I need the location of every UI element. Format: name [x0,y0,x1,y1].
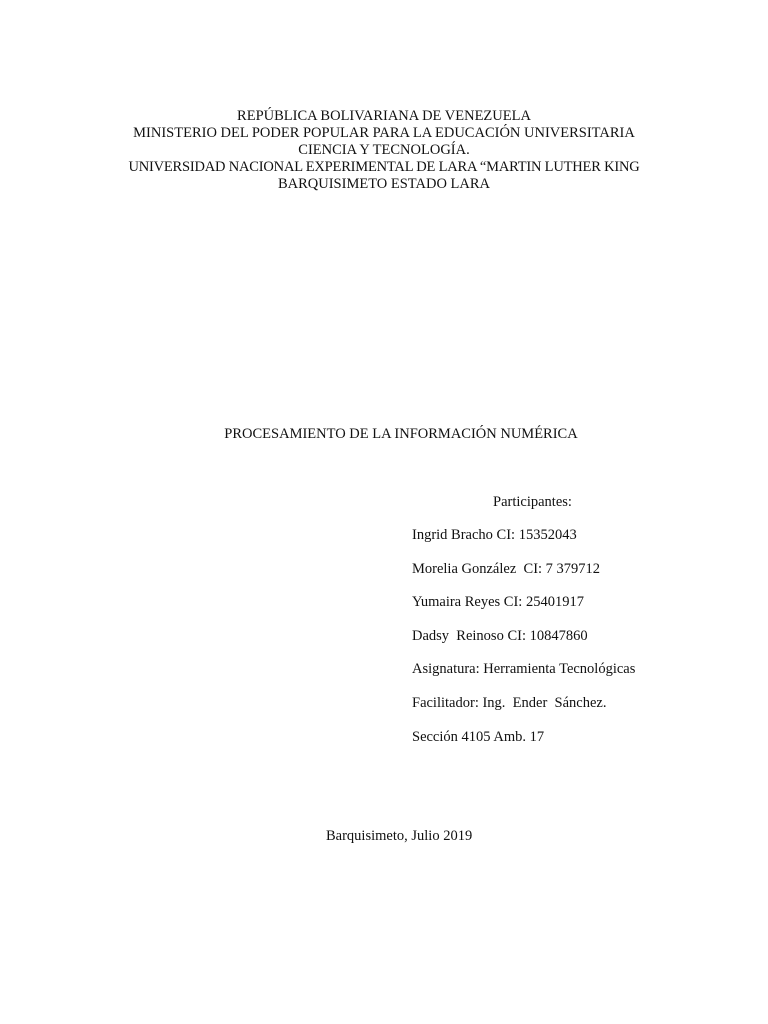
participant-ingrid-bracho: Ingrid Bracho CI: 15352043 [412,527,577,543]
place-date: Barquisimeto, Julio 2019 [326,828,473,844]
facilitator-line: Facilitador: Ing. Ender Sánchez. [412,694,607,711]
header-line-science: CIENCIA Y TECNOLOGÍA. [298,142,470,158]
header-line-city: BARQUISIMETO ESTADO LARA [277,176,491,192]
participants-label: Participantes: [493,494,572,510]
header-line-republic: REPÚBLICA BOLIVARIANA DE VENEZUELA [237,108,531,124]
document-title: PROCESAMIENTO DE LA INFORMACIÓN NUMÉRICA [224,426,578,442]
participant-morelia-gonzalez: Morelia González CI: 7 379712 [412,560,601,577]
header-line-ministry: MINISTERIO DEL PODER POPULAR PARA LA EDUCACIÓN UNIVERSITARIA [133,125,635,141]
header-line-university: UNIVERSIDAD NACIONAL EXPERIMENTAL DE LARA “MARTIN LUTHER KING [128,159,640,175]
subject-line: Asignatura: Herramienta Tecnológicas [412,661,636,678]
institution-header [0,108,768,193]
section-line: Sección 4105 Amb. 17 [412,728,545,745]
participants-list [412,527,635,762]
participant-yumaira-reyes: Yumaira Reyes CI: 25401917 [412,594,584,611]
participant-dadsy-reinoso: Dadsy Reinoso CI: 10847860 [412,627,588,644]
